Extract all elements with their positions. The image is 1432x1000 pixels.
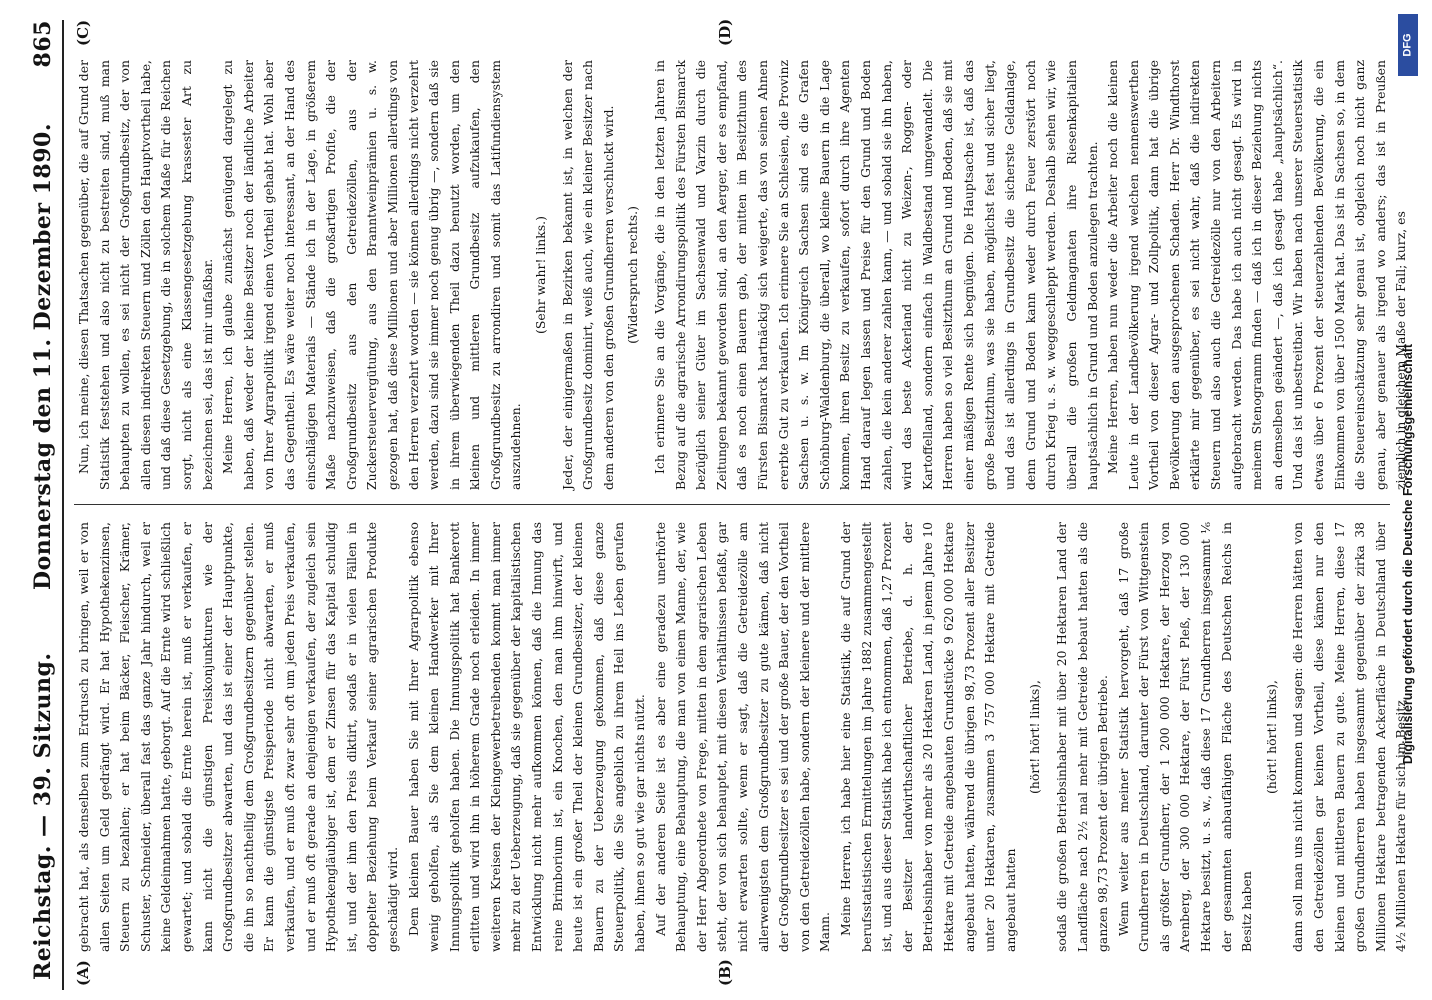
margin-marker-b: (B) [716, 959, 734, 986]
paragraph: Dem kleinen Bauer haben Sie mit Ihrer Agrarpolitik ebenso wenig geholfen, als Sie dem kleinen Handwerker mit Ihrer Innungspolitik geholfen haben. Die Innungspolitik hat Bankerott erlitten und wird ihn in höherem Grade noch erleiden. In immer weiteren Kreisen der Kleingewerbetreibenden kommt man immer mehr zu der Ueberzeugung, daß sie gegenüber der kapitalistischen Entwicklung nicht mehr aufkommen können, daß die Innung das reine Brimborium ist, ein Knochen, den man ihm hinwirft, und heute ist ein großer Theil der kleinen Grundbesitzer, der kleinen Bauern zu der Ueberzeugung gekommen, daß diese ganze Steuerpolitik, die Sie angeblich zu ihrem Heil ins Leben gerufen haben, ihnen so gut wie gar nichts nützt. [405, 522, 648, 952]
paragraph: sodaß die großen Betriebsinhaber mit über 20 Hektaren Land der Landfläche nach 2½ mal mehr mit Getreide bebaut hatten als die ganzen 98,73 Prozent der übrigen Betriebe. [1053, 522, 1111, 952]
dfg-logo [1398, 14, 1418, 76]
interjection: (hört! hört! links), [1263, 680, 1279, 794]
interjection: (Widerspruch rechts.) [625, 206, 641, 344]
paragraph: Nun, ich meine, diesen Thatsachen gegenüber, die auf Grund der Statistik feststehen und also nicht zu bestreiten sind, muß man behaupten zu wollen, es sei nicht der Großgrundbesitz, der von allen diesen indirekten Steuern und Zöllen den Hauptvortheil habe, und daß diese Gesetzgebung, die in solchem Maße für die Reichen sorgt, nicht als eine Klassengesetzgebung krassester Art zu bezeichnen sei, das ist mir unfaßbar. [76, 60, 215, 490]
paragraph: gebracht hat, als denselben zum Erdrusch zu bringen, weil er von allen Seiten um Geld gedrängt wird. Er hat Hypothekenzinsen, Steuern zu bezahlen; er hat beim Bäcker, Fleischer, Krämer, Schuster, Schneider, überall fast das ganze Jahr hindurch, weil er keine Geldeinnahmen hatte, geborgt. Auf die Ernte wird schließlich gewartet; und sobald die Ernte herein ist, muß er verkaufen, er kann nicht die günstigen Preiskonjunkturen wie der Großgrundbesitzer abwarten, und das ist einer der Hauptpunkte, die ihn so nachtheilig dem Großgrundbesitzern gegenüber stellen. Er kann die günstigste Preisperiode nicht abwarten, er muß verkaufen, und er muß oft zwar sehr oft um jeden Preis verkaufen, und er muß oft gerade an denjenigen verkaufen, der zugleich sein Hypothekengläubiger ist, dem er Zinsen für das Kapital schuldig ist, und der ihm den Preis diktirt, sodaß er in vielen Fällen in doppelter Beziehung beim Verkauf seiner agrarischen Produkte geschädigt wird. [76, 522, 400, 952]
dfg-logo-text: DFG [1402, 33, 1415, 57]
header-date: Donnerstag den 11. Dezember 1890. [30, 122, 56, 590]
interjection: (Sehr wahr! links.) [533, 216, 549, 334]
margin-marker-d: (D) [716, 18, 734, 46]
right-column [74, 60, 1409, 490]
page-header [30, 20, 60, 990]
paragraph: Jeder, der einigermaßen in Bezirken bekannt ist, in welchen der Großgrundbesitz dominirt, weiß auch, wie ein kleiner Besitzer nach dem anderen von den großen Grundherren verschluckt wird. [559, 60, 616, 490]
paragraph: Auf der anderen Seite ist es aber eine geradezu unerhörte Behauptung, eine Behauptung, die man von einem Manne, der, wie der Herr Abgeordnete von Frege, mitten in dem agrarischen Leben steht, der von sich behauptet, mit diesen Verhältnissen befaßt, gar nicht erwarten sollte, wenn er sagt, daß die Getreidezölle am allerwenigsten dem Großgrundbesitzer zu gute kämen, daß nicht der Großgrundbesitzer es sei und der große Bauer, der den Vortheil von den Getreidezöllen habe, sondern der kleinere und der mittlere Mann. [652, 522, 833, 952]
margin-marker-c: (C) [74, 19, 92, 46]
header-rule [62, 20, 64, 990]
credit-text: Digitalisierung gefördert durch die Deutsche Forschungsgemeinschaft [1401, 343, 1415, 765]
page-number: 865 [30, 20, 56, 68]
paragraph: Ich erinnere Sie an die Vorgänge, die in den letzten Jahren in Bezug auf die agrarische Arrondirungspolitik des Fürsten Bismarck bezüglich seiner Güter im Sachsenwald und Varzin durch die Zeitungen bekannt geworden sind, an den Aerger, der es empfand, daß es noch einen Bauern gab, der mitten im Besitzthum des Fürsten Bismarck hartnäckig sich weigerte, das von seinen Ahnen ererbte Gut zu verkaufen. Ich erinnere Sie an Schlesien, die Provinz Sachsen u. s. w. Im Königreich Sachsen sind es die Grafen Schönburg-Waldenburg, die überall, wo kleine Bauern in die Lage kommen, ihren Besitz zu verkaufen, sofort durch ihre Agenten Hand darauf legen lassen und Preise für den Grund und Boden zahlen, die kein anderer zahlen kann, — und sobald sie ihn haben, wird das beste Ackerland nicht zu Weizen-, Roggen- oder Kartoffelland, sondern einfach in Waldbestand umgewandelt. Die Herren haben so viel Besitzthum an Grund und Boden, daß sie mit einer mäßigen Rente sich begnügen. Die Hauptsache ist, daß das große Besitzthum, was sie haben, möglichst fest und sicher liegt, und das ist allerdings in Grundbesitz die sicherste Geldanlage, denn Grund und Boden kann weder durch Feuer zerstört noch durch Krieg u. s. w. weggeschleppt werden. Deshalb sehen wir, wie überall die großen Geldmagnaten ihre Riesenkapitalien hauptsächlich in Grund und Boden anzulegen trachten. [652, 60, 1100, 490]
digitization-credit [1392, 84, 1424, 992]
column-divider [74, 504, 1390, 505]
left-column [74, 522, 1409, 952]
paragraph: Meine Herren, haben nun weder die Arbeiter noch die kleinen Leute in der Landbevölkerung irgend welchen nennenswerthen Vortheil von dieser Agrar- und Zollpolitik, dann hat die übrige Bevölkerung den ausgesprochenen Schaden. Herr Dr. Windthorst erklärte mir gegenüber, es sei nicht wahr, daß die indirekten Steuern und also auch die Getreidezölle nur von den Arbeitern aufgebracht werden. Das habe ich auch nicht gesagt. Es wird in meinem Stenogramm finden — daß ich in dieser Beziehung nichts an demselben geändert —, daß ich gesagt habe „hauptsächlich“. Und das ist unbestreitbar. Wir haben nach unserer Steuerstatistik etwas über 6 Prozent der steuerzahlenden Bevölkerung, die ein Einkommen von über 1500 Mark hat. Das ist in Sachsen so, in dem die Steuereinschätzung sehr genau ist, obgleich noch nicht ganz genau, aber genauer als irgend wo anders; das ist in Preußen ziemlich in gleichem Maße der Fall; kurz, es [1105, 60, 1409, 490]
paragraph: dann soll man uns nicht kommen und sagen: die Herren hätten von den Getreidezöllen gar keinen Vortheil, diese kämen nur den kleinen und mittleren Bauern zu gute. Meine Herren, diese 17 großen Grundherren haben insgesammt gegenüber der zirka 38 Millionen Hektare betragenden Ackerfläche in Deutschland über 4½ Millionen Hektare für sich im Besitz. [1290, 522, 1409, 952]
paragraph: Meine Herren, ich habe hier eine Statistik, die auf Grund der berufsstatistischen Ermittelungen im Jahre 1882 zusammengestellt ist, und aus dieser Statistik habe ich entnommen, daß 1,27 Prozent der Besitzer landwirthschaftlicher Betriebe, d. h. der Betriebsinhaber von mehr als 20 Hektaren Land, in jenem Jahre 10 Hektare mit Getreide angebauten Grundstücke 9 620 000 Hektare angebaut hatten, während die übrigen 98,73 Prozent aller Besitzer unter 20 Hektaren, zusammen 3 757 000 Hektare mit Getreide angebaut hatten [837, 522, 1018, 952]
margin-marker-a: (A) [74, 960, 92, 986]
paragraph: Meine Herren, ich glaube zunächst genügend dargelegt zu haben, daß weder der kleine Besitzer noch der ländliche Arbeiter von Ihrer Agrarpolitik irgend einen Vortheil gehabt hat. Wohl aber das Gegentheil. Es wäre weiter noch interessant, an der Hand des einschlägigen Materials — Stände ich in der Lage, in größerem Maße nachzuweisen, daß die großartigen Profite, die der Großgrundbesitz aus den Getreidezöllen, aus der Zuckersteuervergütung, aus den Branntweinprämien u. s. w. gezogen hat, daß diese Millionen und aber Millionen allerdings von den Herren verzehrt worden — sie können allerdings nicht verzehrt werden, dazu sind sie immer noch genug übrig —, sondern daß sie in ihrem überwiegenden Theil dazu benutzt worden, um den kleinen und mittleren Grundbesitz aufzukaufen, den Großgrundbesitz zu arrondiren und somit das Latifundiensystem auszudehnen. [220, 60, 524, 490]
header-session: Reichstag. — 39. Sitzung. [30, 652, 56, 980]
digitization-stamp [1392, 8, 1424, 992]
paragraph: Wenn weiter aus meiner Statistik hervorgeht, daß 17 große Grundherren in Deutschland, darunter der Fürst von Wittgenstein als größter Grundherr, der 1 200 000 Hektare, der Herzog von Arenberg, der 300 000 Hektare, der Fürst Pleß, der 130 000 Hektare besitzt, u. s. w., daß diese 17 Grundherren insgesammt ⅙ der gesammten anbaufähigen Fläche des Deutschen Reichs in Besitz haben [1115, 522, 1255, 952]
interjection: (hört! hört! links), [1027, 680, 1043, 794]
